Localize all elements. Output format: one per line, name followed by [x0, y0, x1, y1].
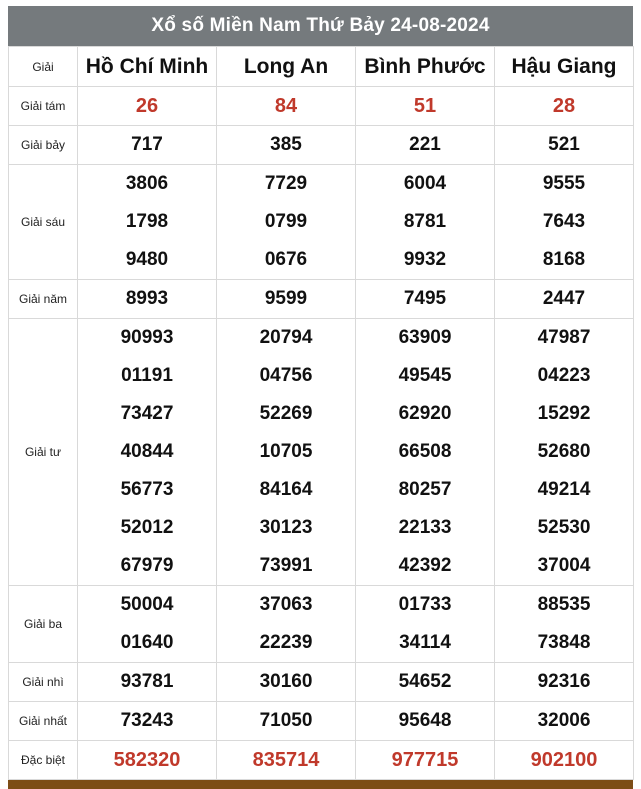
prize-number: 9599 — [264, 288, 308, 309]
prize-cell — [78, 741, 217, 780]
prize-number: 73848 — [537, 632, 591, 653]
prize-cell — [356, 741, 495, 780]
prize-number: 0799 — [264, 211, 308, 232]
results-table — [8, 46, 634, 780]
prize-number: 15292 — [537, 403, 591, 424]
prize-number: 93781 — [120, 671, 174, 692]
prize-cell — [356, 87, 495, 126]
prize-row — [9, 280, 634, 319]
header-row — [9, 47, 634, 87]
prize-number: 73427 — [120, 403, 174, 424]
prize-cell — [78, 319, 217, 586]
prize-cell — [356, 319, 495, 586]
header-label: Giải — [9, 47, 78, 87]
prize-cell — [217, 165, 356, 280]
prize-cell — [495, 586, 634, 663]
prize-number: 37004 — [537, 555, 591, 576]
prize-number: 717 — [131, 134, 163, 155]
prize-number: 52012 — [120, 517, 174, 538]
prize-cell — [217, 702, 356, 741]
prize-number: 902100 — [530, 749, 598, 771]
prize-number: 26 — [135, 95, 159, 117]
prize-row — [9, 165, 634, 280]
prize-cell — [217, 586, 356, 663]
prize-number: 40844 — [120, 441, 174, 462]
prize-cell — [495, 126, 634, 165]
prize-cell — [217, 663, 356, 702]
results-panel — [8, 6, 633, 780]
prize-number: 90993 — [120, 327, 174, 348]
prize-cell — [217, 126, 356, 165]
prize-number: 9555 — [542, 173, 586, 194]
prize-number: 95648 — [398, 710, 452, 731]
prize-cell — [78, 702, 217, 741]
prize-number: 01733 — [398, 594, 452, 615]
prize-number: 20794 — [259, 327, 313, 348]
prize-label: Giải tư — [9, 319, 78, 586]
prize-label: Giải sáu — [9, 165, 78, 280]
prize-number: 42392 — [398, 555, 452, 576]
prize-row — [9, 586, 634, 663]
prize-cell — [217, 280, 356, 319]
province-header: Hậu Giang — [495, 47, 634, 87]
results-title: Xổ số Miền Nam Thứ Bảy 24-08-2024 — [8, 6, 633, 46]
prize-number: 8168 — [542, 249, 586, 270]
prize-number: 835714 — [252, 749, 320, 771]
prize-number: 9480 — [125, 249, 169, 270]
prize-number: 7495 — [403, 288, 447, 309]
prize-row — [9, 663, 634, 702]
prize-number: 7643 — [542, 211, 586, 232]
prize-number: 73243 — [120, 710, 174, 731]
prize-number: 0676 — [264, 249, 308, 270]
prize-number: 3806 — [125, 173, 169, 194]
prize-cell — [78, 87, 217, 126]
prize-number: 67979 — [120, 555, 174, 576]
prize-label: Giải nhất — [9, 702, 78, 741]
footer-bar — [8, 780, 633, 789]
prize-number: 52530 — [537, 517, 591, 538]
prize-cell — [495, 663, 634, 702]
prize-label: Giải ba — [9, 586, 78, 663]
prize-number: 63909 — [398, 327, 452, 348]
prize-row — [9, 87, 634, 126]
prize-number: 521 — [548, 134, 580, 155]
prize-number: 385 — [270, 134, 302, 155]
prize-cell — [356, 280, 495, 319]
prize-row — [9, 319, 634, 586]
prize-number: 32006 — [537, 710, 591, 731]
prize-cell — [356, 165, 495, 280]
prize-label: Giải tám — [9, 87, 78, 126]
prize-number: 10705 — [259, 441, 313, 462]
prize-number: 30123 — [259, 517, 313, 538]
prize-number: 7729 — [264, 173, 308, 194]
prize-number: 92316 — [537, 671, 591, 692]
prize-cell — [495, 280, 634, 319]
prize-number: 49545 — [398, 365, 452, 386]
prize-number: 9932 — [403, 249, 447, 270]
prize-number: 28 — [552, 95, 576, 117]
prize-number: 04756 — [259, 365, 313, 386]
prize-label: Giải năm — [9, 280, 78, 319]
prize-number: 34114 — [399, 632, 451, 653]
prize-cell — [356, 702, 495, 741]
prize-number: 50004 — [120, 594, 174, 615]
province-header: Long An — [217, 47, 356, 87]
prize-number: 2447 — [542, 288, 586, 309]
prize-cell — [495, 165, 634, 280]
prize-number: 221 — [409, 134, 441, 155]
prize-number: 84164 — [259, 479, 313, 500]
prize-label: Đặc biệt — [9, 741, 78, 780]
prize-number: 62920 — [398, 403, 452, 424]
prize-cell — [495, 319, 634, 586]
prize-number: 22133 — [398, 517, 452, 538]
prize-number: 88535 — [537, 594, 591, 615]
prize-number: 01191 — [121, 365, 173, 386]
prize-cell — [78, 586, 217, 663]
prize-cell — [217, 741, 356, 780]
prize-number: 37063 — [259, 594, 313, 615]
prize-number: 30160 — [259, 671, 313, 692]
prize-number: 51 — [413, 95, 437, 117]
prize-number: 71050 — [259, 710, 313, 731]
prize-cell — [217, 319, 356, 586]
prize-number: 54652 — [398, 671, 452, 692]
prize-cell — [495, 741, 634, 780]
prize-row — [9, 741, 634, 780]
prize-row — [9, 702, 634, 741]
prize-number: 582320 — [113, 749, 181, 771]
prize-cell — [356, 586, 495, 663]
prize-number: 73991 — [259, 555, 313, 576]
prize-number: 80257 — [398, 479, 452, 500]
prize-label: Giải bảy — [9, 126, 78, 165]
prize-cell — [356, 663, 495, 702]
prize-number: 56773 — [120, 479, 174, 500]
prize-cell — [356, 126, 495, 165]
prize-number: 8993 — [125, 288, 169, 309]
prize-cell — [78, 165, 217, 280]
prize-number: 52680 — [537, 441, 591, 462]
prize-number: 1798 — [125, 211, 169, 232]
prize-number: 04223 — [537, 365, 591, 386]
prize-cell — [78, 663, 217, 702]
prize-number: 84 — [274, 95, 298, 117]
prize-number: 977715 — [391, 749, 459, 771]
prize-number: 22239 — [259, 632, 313, 653]
prize-number: 52269 — [259, 403, 313, 424]
prize-number: 8781 — [403, 211, 447, 232]
prize-number: 66508 — [398, 441, 452, 462]
prize-cell — [217, 87, 356, 126]
results-body — [9, 47, 634, 780]
prize-cell — [495, 702, 634, 741]
prize-row — [9, 126, 634, 165]
prize-number: 47987 — [537, 327, 591, 348]
province-header: Hồ Chí Minh — [78, 47, 217, 87]
prize-number: 01640 — [120, 632, 174, 653]
province-header: Bình Phước — [356, 47, 495, 87]
prize-cell — [495, 87, 634, 126]
prize-label: Giải nhì — [9, 663, 78, 702]
prize-number: 6004 — [403, 173, 447, 194]
prize-number: 49214 — [537, 479, 591, 500]
prize-cell — [78, 280, 217, 319]
prize-cell — [78, 126, 217, 165]
